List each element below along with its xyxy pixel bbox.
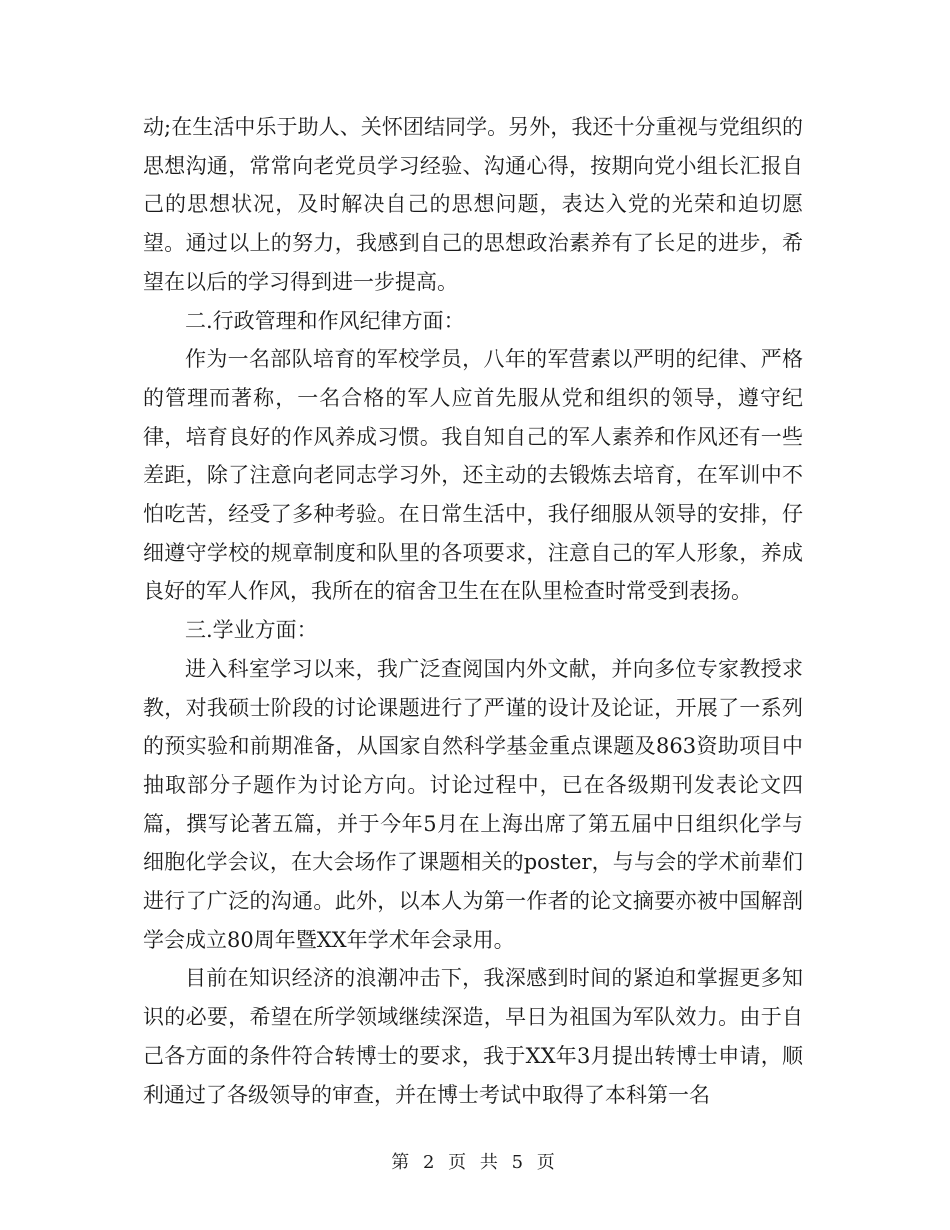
- document-body: [143, 108, 803, 1114]
- paragraph-admin-discipline: 作为一名部队培育的军校学员，八年的军营素以严明的纪律、严格的管理而著称，一名合格的军人应首先服从党和组织的领导，遵守纪律，培育良好的作风养成习惯。我自知自己的军人素养和作风还有一些差距，除了注意向老同志学习外，还主动的去锻炼去培育，在军训中不怕吃苦，经受了多种考验。在日常生活中，我仔细服从领导的安排，仔细遵守学校的规章制度和队里的各项要求，注意自己的军人形象，养成良好的军人作风，我所在的宿舍卫生在在队里检查时常受到表扬。: [143, 347, 803, 604]
- section-heading-academics: 三.学业方面：: [185, 618, 318, 643]
- paragraph-academics: 进入科室学习以来，我广泛查阅国内外文献，并向多位专家教授求教，对我硕士阶段的讨论课题进行了严谨的设计及论证，开展了一系列的预实验和前期准备，从国家自然科学基金重点课题及863资助项目中抽取部分子题作为讨论方向。讨论过程中，已在各级期刊发表论文四篇，撰写论著五篇，并于今年5月在上海出席了第五届中日组织化学与细胞化学会议，在大会场作了课题相关的poster，与与会的学术前辈们进行了广泛的沟通。此外，以本人为第一作者的论文摘要亦被中国解剖学会成立80周年暨XX年学术年会录用。: [143, 656, 803, 952]
- paragraph-continuation: 动;在生活中乐于助人、关怀团结同学。另外，我还十分重视与党组织的思想沟通，常常向老党员学习经验、沟通心得，按期向党小组长汇报自己的思想状况，及时解决自己的思想问题，表达入党的光荣和迫切愿望。通过以上的努力，我感到自己的思想政治素养有了长足的进步，希望在以后的学习得到进一步提高。: [143, 115, 803, 294]
- page-number-footer: 第 2 页 共 5 页: [391, 1152, 559, 1173]
- paragraph-future-plans: 目前在知识经济的浪潮冲击下，我深感到时间的紧迫和掌握更多知识的必要，希望在所学领域继续深造，早日为祖国为军队效力。由于自己各方面的条件符合转博士的要求，我于XX年3月提出转博士申请，顺利通过了各级领导的审查，并在博士考试中取得了本科第一名: [143, 966, 803, 1107]
- section-heading-admin-discipline: 二.行政管理和作风纪律方面：: [185, 308, 465, 333]
